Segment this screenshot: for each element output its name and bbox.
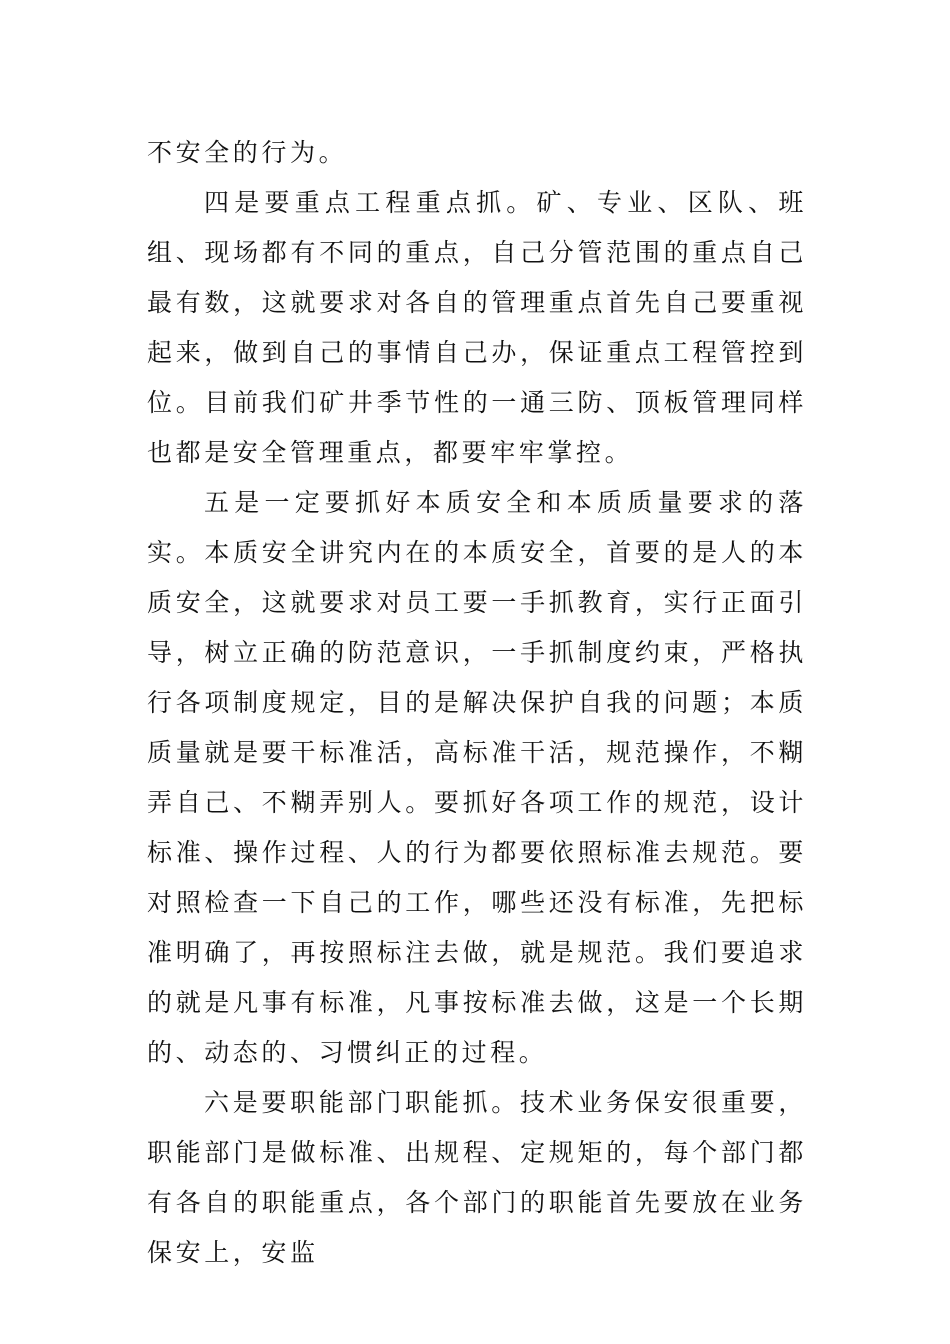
paragraph-point-five: 五是一定要抓好本质安全和本质质量要求的落实。本质安全讲究内在的本质安全，首要的是人的本质安全，这就要求对员工要一手抓教育，实行正面引导，树立正确的防范意识，一手抓制度约束，严格执行各项制度规定，目的是解决保护自我的问题；本质质量就是要干标准活，高标准干活，规范操作，不糊弄自己、不糊弄别人。要抓好各项工作的规范，设计标准、操作过程、人的行为都要依照标准去规范。要对照检查一下自己的工作，哪些还没有标准，先把标准明确了，再按照标注去做，就是规范。我们要追求的就是凡事有标准，凡事按标准去做，这是一个长期的、动态的、习惯纠正的过程。 — [147, 488, 807, 1067]
paragraph-point-six: 六是要职能部门职能抓。技术业务保安很重要，职能部门是做标准、出规程、定规矩的，每个部门都有各自的职能重点，各个部门的职能首先要放在业务保安上，安监 — [147, 1088, 807, 1267]
paragraph-continuation: 不安全的行为。 — [147, 138, 348, 167]
body-text — [147, 128, 807, 1278]
paragraph-point-four: 四是要重点工程重点抓。矿、专业、区队、班组、现场都有不同的重点，自己分管范围的重点自己最有数，这就要求对各自的管理重点首先自己要重视起来，做到自己的事情自己办，保证重点工程管控到位。目前我们矿井季节性的一通三防、顶板管理同样也都是安全管理重点，都要牢牢掌控。 — [147, 188, 807, 467]
